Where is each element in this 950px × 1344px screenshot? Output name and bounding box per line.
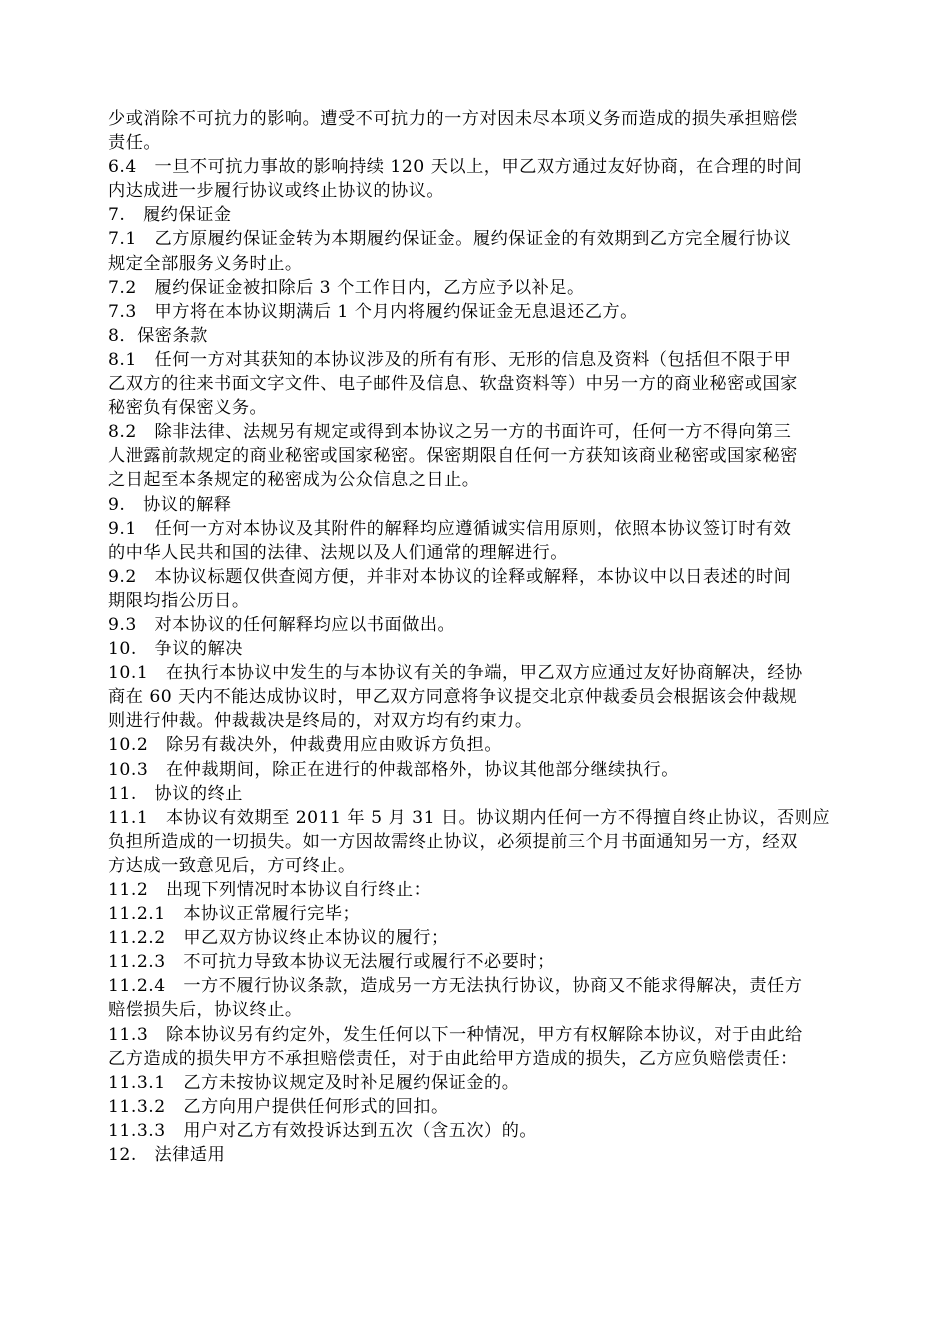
text-line: 11.2.1 本协议正常履行完毕； bbox=[108, 904, 361, 925]
text-line: 少或消除不可抗力的影响。遭受不可抗力的一方对因未尽本项义务而造成的损失承担赔偿 bbox=[108, 109, 798, 129]
text-line: 7.1 乙方原履约保证金转为本期履约保证金。履约保证金的有效期到乙方完全履行协议 bbox=[108, 229, 792, 250]
section-heading: 8．保密条款 bbox=[108, 325, 208, 346]
text-line: 乙双方的往来书面文字文件、电子邮件及信息、软盘资料等）中另一方的商业秘密或国家 bbox=[108, 374, 798, 395]
section-heading: 7. 履约保证金 bbox=[108, 205, 232, 226]
section-heading: 12. 法律适用 bbox=[108, 1145, 226, 1166]
text-line: 8.2 除非法律、法规另有规定或得到本协议之另一方的书面许可，任何一方不得向第三 bbox=[108, 422, 792, 443]
text-line: 赔偿损失后，协议终止。 bbox=[108, 1000, 303, 1021]
text-line: 商在 60 天内不能达成协议时，甲乙双方同意将争议提交北京仲裁委员会根据该会仲裁规 bbox=[108, 687, 798, 708]
text-line: 则进行仲裁。仲裁裁决是终局的，对双方均有约束力。 bbox=[108, 711, 533, 732]
text-line: 7.3 甲方将在本协议期满后 1 个月内将履约保证金无息退还乙方。 bbox=[108, 301, 638, 322]
text-line: 11.3.3 用户对乙方有效投诉达到五次（含五次）的。 bbox=[108, 1120, 538, 1141]
text-line: 9.3 对本协议的任何解释均应以书面做出。 bbox=[108, 614, 456, 635]
text-line: 11.3 除本协议另有约定外，发生任何以下一种情况，甲方有权解除本协议，对于由此给 bbox=[108, 1024, 803, 1045]
text-line: 规定全部服务义务时止。 bbox=[108, 253, 303, 274]
text-line: 11.1 本协议有效期至 2011 年 5 月 31 日。协议期内任何一方不得擅自终止协议，否则应 bbox=[108, 807, 831, 828]
text-line: 8.1 任何一方对其获知的本协议涉及的所有有形、无形的信息及资料（包括但不限于甲 bbox=[108, 349, 792, 370]
text-line: 7.2 履约保证金被扣除后 3 个工作日内，乙方应予以补足。 bbox=[108, 277, 585, 298]
text-line: 10.2 除另有裁决外，仲裁费用应由败诉方负担。 bbox=[108, 735, 503, 756]
text-line: 10.3 在仲裁期间，除正在进行的仲裁部格外，协议其他部分继续执行。 bbox=[108, 759, 679, 780]
text-line: 方达成一致意见后，方可终止。 bbox=[108, 855, 356, 876]
section-heading: 10. 争议的解决 bbox=[108, 639, 243, 660]
text-line: 10.1 在执行本协议中发生的与本协议有关的争端，甲乙双方应通过友好协商解决，经协 bbox=[108, 663, 803, 684]
text-line: 秘密负有保密义务。 bbox=[108, 398, 268, 419]
text-line: 11.2.2 甲乙双方协议终止本协议的履行； bbox=[108, 928, 449, 949]
section-heading: 9. 协议的解释 bbox=[108, 494, 232, 515]
text-line: 11.2.4 一方不履行协议条款，造成另一方无法执行协议，协商又不能求得解决，责任方 bbox=[108, 976, 803, 997]
text-line: 6.4 一旦不可抗力事故的影响持续 120 天以上，甲乙双方通过友好协商，在合理的时间 bbox=[108, 157, 803, 178]
text-line: 11.3.2 乙方向用户提供任何形式的回扣。 bbox=[108, 1096, 449, 1117]
text-line: 9.2 本协议标题仅供查阅方便，并非对本协议的诠释或解释，本协议中以日表述的时间 bbox=[108, 566, 792, 587]
text-line: 11.2.3 不可抗力导致本协议无法履行或履行不必要时； bbox=[108, 952, 555, 973]
document-body bbox=[108, 107, 850, 1167]
text-line: 11.2 出现下列情况时本协议自行终止： bbox=[108, 880, 432, 900]
text-line: 之日起至本条规定的秘密成为公众信息之日止。 bbox=[108, 470, 480, 491]
text-line: 11.3.1 乙方未按协议规定及时补足履约保证金的。 bbox=[108, 1072, 520, 1093]
text-line: 9.1 任何一方对本协议及其附件的解释均应遵循诚实信用原则，依照本协议签订时有效 bbox=[108, 518, 792, 539]
text-line: 期限均指公历日。 bbox=[108, 590, 250, 611]
text-line: 的中华人民共和国的法律、法规以及人们通常的理解进行。 bbox=[108, 542, 568, 563]
text-line: 人泄露前款规定的商业秘密或国家秘密。保密期限自任何一方获知该商业秘密或国家秘密 bbox=[108, 446, 798, 467]
section-heading: 11. 协议的终止 bbox=[108, 783, 243, 804]
text-line: 责任。 bbox=[108, 133, 162, 154]
text-line: 内达成进一步履行协议或终止协议的协议。 bbox=[108, 181, 445, 202]
text-line: 乙方造成的损失甲方不承担赔偿责任，对于由此给甲方造成的损失，乙方应负赔偿责任： bbox=[108, 1048, 798, 1069]
text-line: 负担所造成的一切损失。如一方因故需终止协议，必须提前三个月书面通知另一方，经双 bbox=[108, 831, 798, 852]
